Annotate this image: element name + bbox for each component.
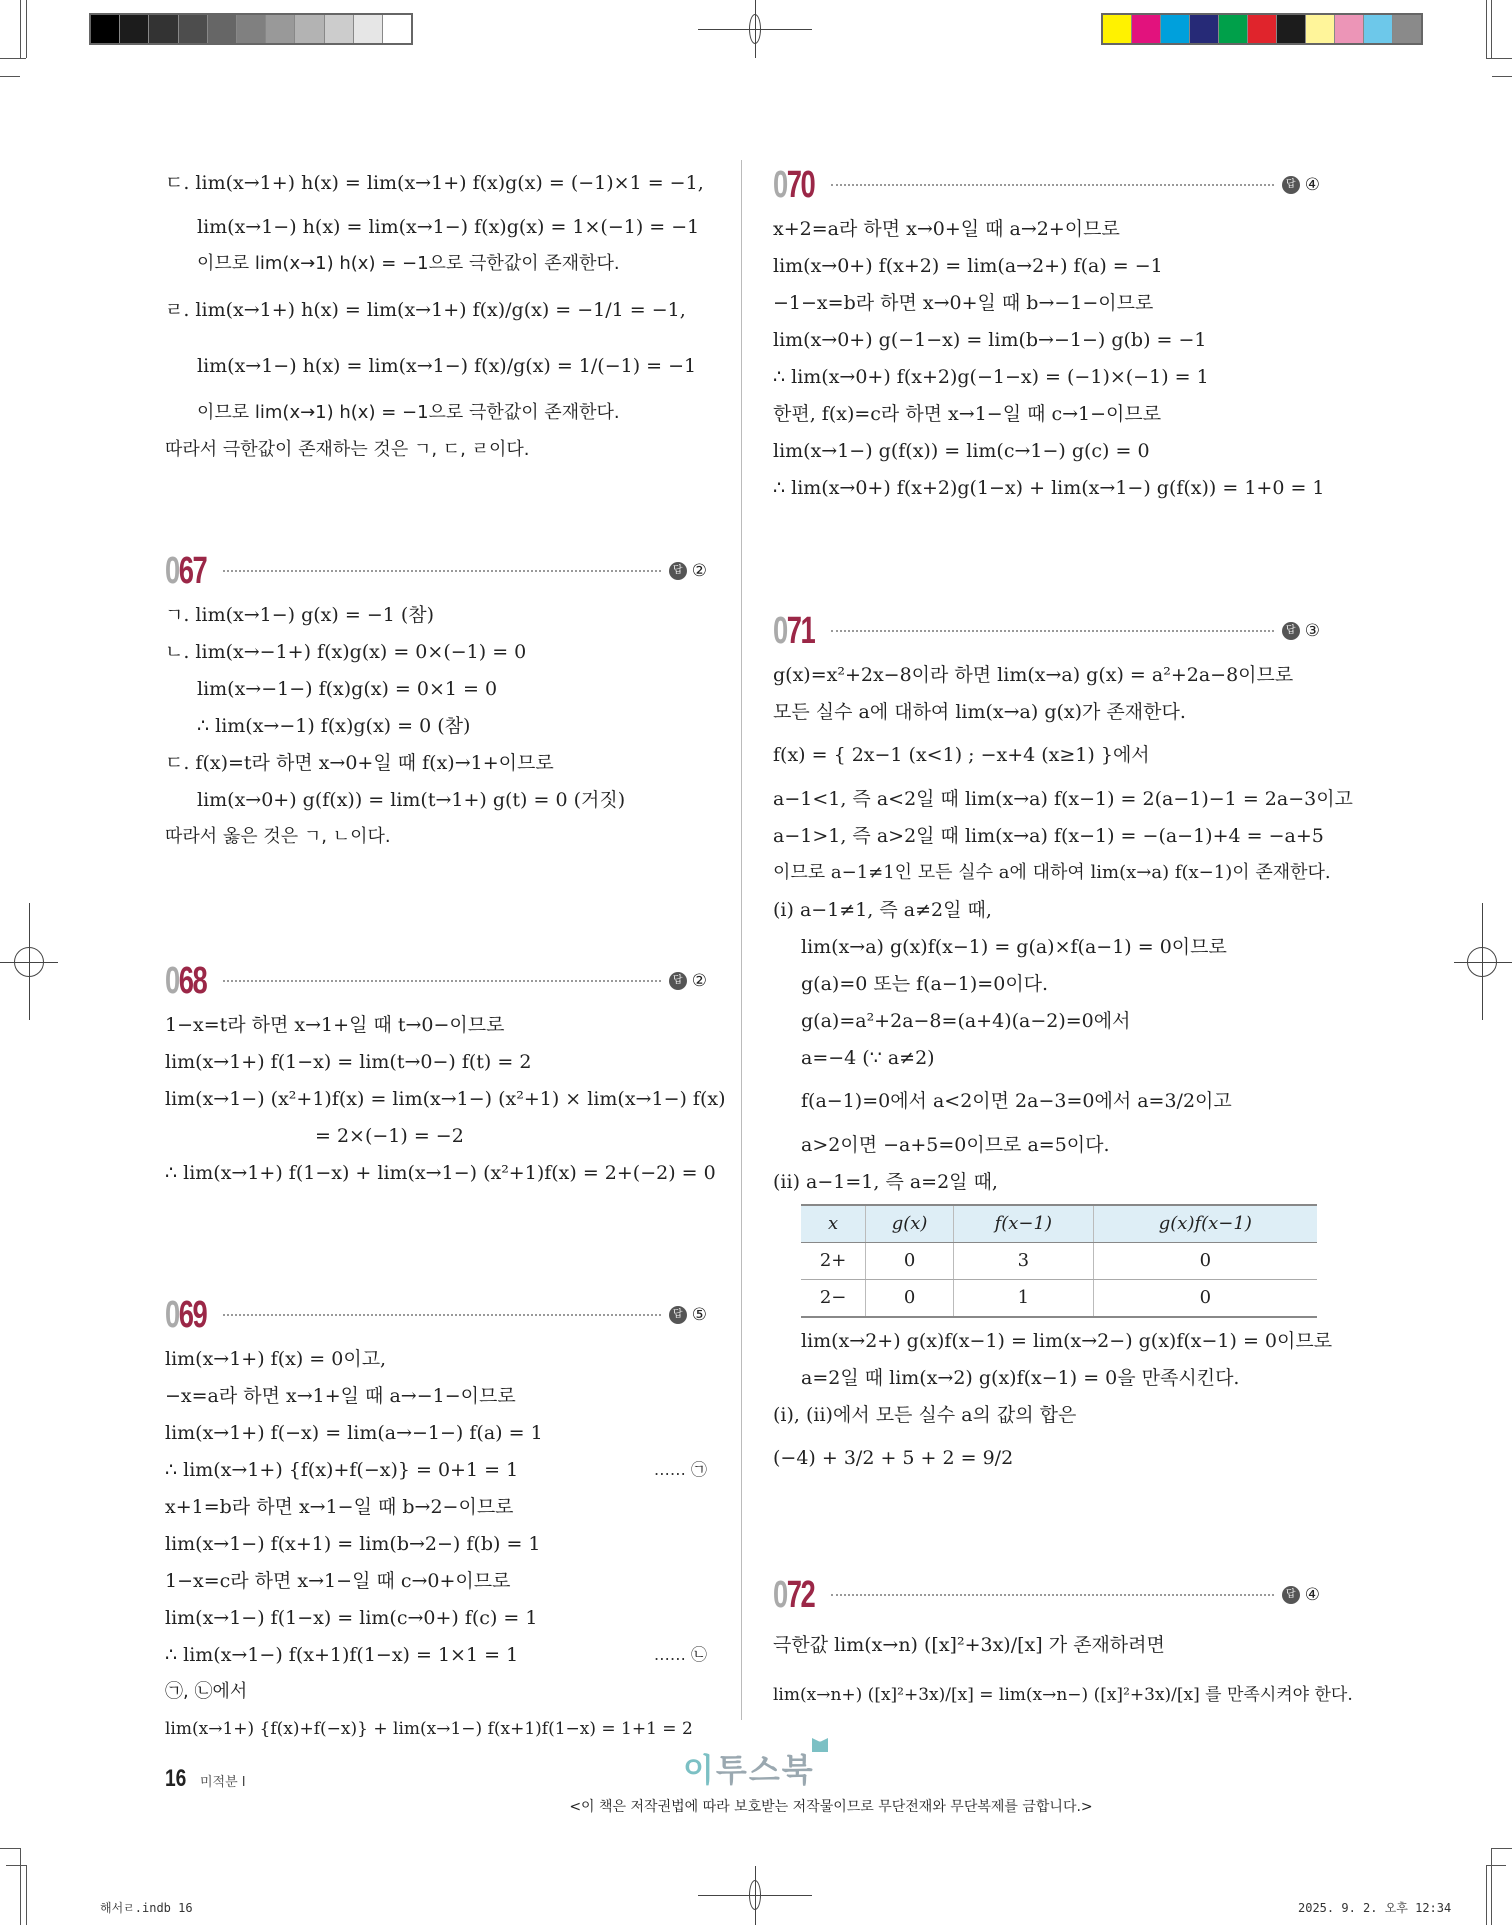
solution-line: lim(x→1−) g(f(x)) = lim(c→1−) g(c) = 0 [773,439,1150,462]
table-header-row [801,1205,1317,1243]
table-cell: 2+ [801,1243,866,1280]
color-swatch [1103,15,1132,43]
problem-number: 067 [165,550,207,592]
table-cell: 1 [953,1280,1093,1318]
problem-header [165,546,707,596]
solution-line: lim(x→0+) f(x+2) = lim(a→2+) f(a) = −1 [773,254,1163,277]
solution-line: lim(x→1+) {f(x)+f(−x)} + lim(x→1−) f(x+1)f(1−x) = 1+1 = 2 [165,1718,693,1739]
solution-line: lim(x→1−) f(1−x) = lim(c→0+) f(c) = 1 [165,1606,538,1629]
solution-line: (−4) + 3/2 + 5 + 2 = 9/2 [773,1447,1014,1469]
solution-line: ㄷ. lim(x→1+) h(x) = lim(x→1+) f(x)g(x) = (−1)×1 = −1, [165,172,704,194]
solution-line: 이므로 lim(x→1) h(x) = −1으로 극한값이 존재한다. [197,252,620,274]
solution-line: 극한값 lim(x→n) ([x]²+3x)/[x] 가 존재하려면 [773,1634,1165,1656]
gray-swatch [179,15,208,43]
answer-badge-icon: 답 [669,1306,687,1324]
grayscale-calibration-strip [89,13,413,45]
solution-line: ∴ lim(x→0+) f(x+2)g(−1−x) = (−1)×(−1) = 1 [773,365,1209,388]
solution-069 [165,1290,707,1747]
answer-indicator [1282,613,1320,649]
color-swatch [1277,15,1306,43]
solution-line: ∴ lim(x→1−) f(x+1)f(1−x) = 1×1 = 1 …… ㉡ [165,1636,707,1673]
solution-line: ∴ lim(x→0+) f(x+2)g(1−x) + lim(x→1−) g(f(x)) = 1+0 = 1 [773,476,1325,499]
answer-indicator [669,963,707,999]
solution-line: ㄷ. f(x)=t라 하면 x→0+일 때 f(x)→1+이므로 [165,751,554,774]
table-row [801,1243,1317,1280]
color-swatch [1161,15,1190,43]
solution-line: a=−4 (∵ a≠2) [801,1046,935,1069]
solution-line: g(a)=0 또는 f(a−1)=0이다. [801,972,1049,995]
table-cell: 0 [866,1280,954,1318]
solution-line: ㄹ. lim(x→1+) h(x) = lim(x→1+) f(x)/g(x) = −1/1 = −1, [165,299,686,321]
color-swatch [1132,15,1161,43]
table-header-cell: f(x−1) [953,1205,1093,1243]
table-cell: 0 [1093,1243,1317,1280]
solution-line: lim(x→1−) f(x+1) = lim(b→2−) f(b) = 1 [165,1532,541,1555]
problem-number: 071 [773,610,815,652]
table-cell: 3 [953,1243,1093,1280]
solution-line: (i) a−1≠1, 즉 a≠2일 때, [773,898,992,921]
solution-line: lim(x→0+) g(f(x)) = lim(t→1+) g(t) = 0 (거짓) [197,788,626,811]
solution-line: 따라서 극한값이 존재하는 것은 ㄱ, ㄷ, ㄹ이다. [165,438,530,460]
dotted-leader [831,184,1274,186]
solution-line: lim(x→1−) (x²+1)f(x) = lim(x→1−) (x²+1) × lim(x→1−) f(x) [165,1087,726,1110]
solution-line: (i), (ii)에서 모든 실수 a의 값의 합은 [773,1403,1077,1426]
solution-068 [165,956,726,1191]
answer-badge-icon: 답 [669,972,687,990]
problem-number: 068 [165,960,207,1002]
problem-number: 070 [773,164,815,206]
solution-072 [773,1570,1353,1720]
solution-line: a>2이면 −a+5=0이므로 a=5이다. [801,1133,1110,1156]
color-swatch [1393,15,1421,43]
answer-indicator [669,553,707,589]
answer-badge-icon: 답 [1282,176,1300,194]
solution-line: 따라서 옳은 것은 ㄱ, ㄴ이다. [165,825,391,847]
solution-line: lim(x→1−) h(x) = lim(x→1−) f(x)/g(x) = 1/(−1) = −1 [197,355,697,377]
solution-line: lim(x→2+) g(x)f(x−1) = lim(x→2−) g(x)f(x−1) = 0이므로 [801,1329,1333,1352]
solution-line: ∴ lim(x→−1) f(x)g(x) = 0 (참) [197,714,471,737]
table-header-cell: g(x) [866,1205,954,1243]
solution-line: f(a−1)=0에서 a<2이면 2a−3=0에서 a=3/2이고 [801,1090,1232,1112]
dotted-leader [831,1594,1274,1596]
gray-swatch [91,15,120,43]
answer-choice: ④ [1304,1585,1320,1605]
problem-number: 069 [165,1294,207,1336]
solution-line: 한편, f(x)=c라 하면 x→1−일 때 c→1−이므로 [773,402,1162,425]
problem-header [773,160,1320,210]
solution-070 [773,160,1325,506]
color-swatch [1248,15,1277,43]
copyright-notice: <이 책은 저작권법에 따라 보호받는 저작물이므로 무단전재와 무단복제를 금합니다.> [569,1799,1093,1815]
limit-value-table [801,1204,1317,1318]
solution-071 [773,606,1353,1483]
answer-choice: ② [691,971,707,991]
gray-swatch [354,15,383,43]
problem-header [773,1570,1320,1620]
dotted-leader [223,1314,661,1316]
answer-indicator [1282,167,1320,203]
equation-ref-1: …… ㉠ [653,1459,707,1479]
gray-swatch [383,15,411,43]
table-header-cell: g(x)f(x−1) [1093,1205,1317,1243]
solution-line: ∴ lim(x→1+) {f(x)+f(−x)} = 0+1 = 1 …… ㉠ [165,1451,707,1488]
solution-line: (ii) a−1=1, 즉 a=2일 때, [773,1170,998,1193]
dotted-leader [223,570,661,572]
gray-swatch [237,15,266,43]
page-number: 16 [165,1765,187,1792]
answer-badge-icon: 답 [1282,1586,1300,1604]
color-calibration-strip [1101,13,1423,45]
dotted-leader [223,980,661,982]
solution-line: −x=a라 하면 x→1+일 때 a→−1−이므로 [165,1384,516,1407]
solution-line: ㉠, ㉡에서 [165,1680,248,1702]
table-row [801,1280,1317,1318]
solution-line: ㄴ. lim(x→−1+) f(x)g(x) = 0×(−1) = 0 [165,640,527,663]
solution-line: a−1<1, 즉 a<2일 때 lim(x→a) f(x−1) = 2(a−1)−1 = 2a−3이고 [773,787,1353,810]
problem-header [165,1290,707,1340]
solution-line: = 2×(−1) = −2 [315,1124,464,1147]
solution-line: f(x) = { 2x−1 (x<1) ; −x+4 (x≥1) }에서 [773,744,1150,766]
solution-line: ∴ lim(x→1+) f(1−x) + lim(x→1−) (x²+1)f(x) = 2+(−2) = 0 [165,1161,716,1184]
solution-line: x+2=a라 하면 x→0+일 때 a→2+이므로 [773,217,1120,240]
solution-line: g(x)=x²+2x−8이라 하면 lim(x→a) g(x) = a²+2a−8이므로 [773,663,1294,686]
color-swatch [1335,15,1364,43]
solution-line: lim(x→1+) f(1−x) = lim(t→0−) f(t) = 2 [165,1050,532,1073]
solution-line: lim(x→0+) g(−1−x) = lim(b→−1−) g(b) = −1 [773,328,1207,351]
equation-ref-2: …… ㉡ [653,1644,707,1664]
solution-line: lim(x→1−) h(x) = lim(x→1−) f(x)g(x) = 1×(−1) = −1 [197,215,700,238]
answer-indicator [1282,1577,1320,1613]
solution-line: lim(x→−1−) f(x)g(x) = 0×1 = 0 [197,677,498,700]
gray-swatch [120,15,149,43]
gray-swatch [149,15,178,43]
gray-swatch [266,15,295,43]
solution-line: 1−x=c라 하면 x→1−일 때 c→0+이므로 [165,1569,511,1592]
solution-line: a−1>1, 즉 a>2일 때 lim(x→a) f(x−1) = −(a−1)+4 = −a+5 [773,824,1324,847]
column-divider [741,160,742,1720]
solution-line: g(a)=a²+2a−8=(a+4)(a−2)=0에서 [801,1009,1131,1032]
answer-badge-icon: 답 [1282,622,1300,640]
answer-choice: ② [691,561,707,581]
color-swatch [1219,15,1248,43]
section-title: 미적분 Ⅰ [200,1775,246,1790]
gray-swatch [295,15,324,43]
solution-line: 이므로 a−1≠1인 모든 실수 a에 대하여 lim(x→a) f(x−1)이 존재한다. [773,861,1331,883]
color-swatch [1306,15,1335,43]
dotted-leader [831,630,1274,632]
solution-line: 이므로 lim(x→1) h(x) = −1으로 극한값이 존재한다. [197,401,620,423]
solution-067 [165,546,707,855]
solution-line: a=2일 때 lim(x→2) g(x)f(x−1) = 0을 만족시킨다. [801,1366,1240,1389]
solution-line: −1−x=b라 하면 x→0+일 때 b→−1−이므로 [773,291,1154,314]
solution-line: x+1=b라 하면 x→1−일 때 b→2−이므로 [165,1495,514,1518]
publisher-logo: 이투스북 [683,1751,815,1789]
print-slug-date: 2025. 9. 2. 오후 12:34 [1298,1901,1452,1915]
table-cell: 2− [801,1280,866,1318]
solution-line: lim(x→1+) f(x) = 0이고, [165,1347,387,1370]
solution-line: ㄱ. lim(x→1−) g(x) = −1 (참) [165,603,435,626]
solution-066-continuation [165,158,707,468]
table-header-cell: x [801,1205,866,1243]
solution-line: 1−x=t라 하면 x→1+일 때 t→0−이므로 [165,1013,505,1036]
solution-line: lim(x→1+) f(−x) = lim(a→−1−) f(a) = 1 [165,1421,543,1444]
answer-choice: ⑤ [691,1305,707,1325]
solution-line: 모든 실수 a에 대하여 lim(x→a) g(x)가 존재한다. [773,700,1186,723]
solution-line: lim(x→n+) ([x]²+3x)/[x] = lim(x→n−) ([x]²+3x)/[x] 를 만족시켜야 한다. [773,1685,1353,1705]
answer-indicator [669,1297,707,1333]
table-cell: 0 [866,1243,954,1280]
table-cell: 0 [1093,1280,1317,1318]
problem-number: 072 [773,1574,815,1616]
color-swatch [1190,15,1219,43]
answer-choice: ③ [1304,621,1320,641]
gray-swatch [325,15,354,43]
color-swatch [1364,15,1393,43]
answer-choice: ④ [1304,175,1320,195]
problem-header [165,956,707,1006]
answer-badge-icon: 답 [669,562,687,580]
gray-swatch [208,15,237,43]
solution-line: lim(x→a) g(x)f(x−1) = g(a)×f(a−1) = 0이므로 [801,935,1227,958]
problem-header [773,606,1320,656]
print-slug-file: 해서ㄹ.indb 16 [100,1901,193,1915]
